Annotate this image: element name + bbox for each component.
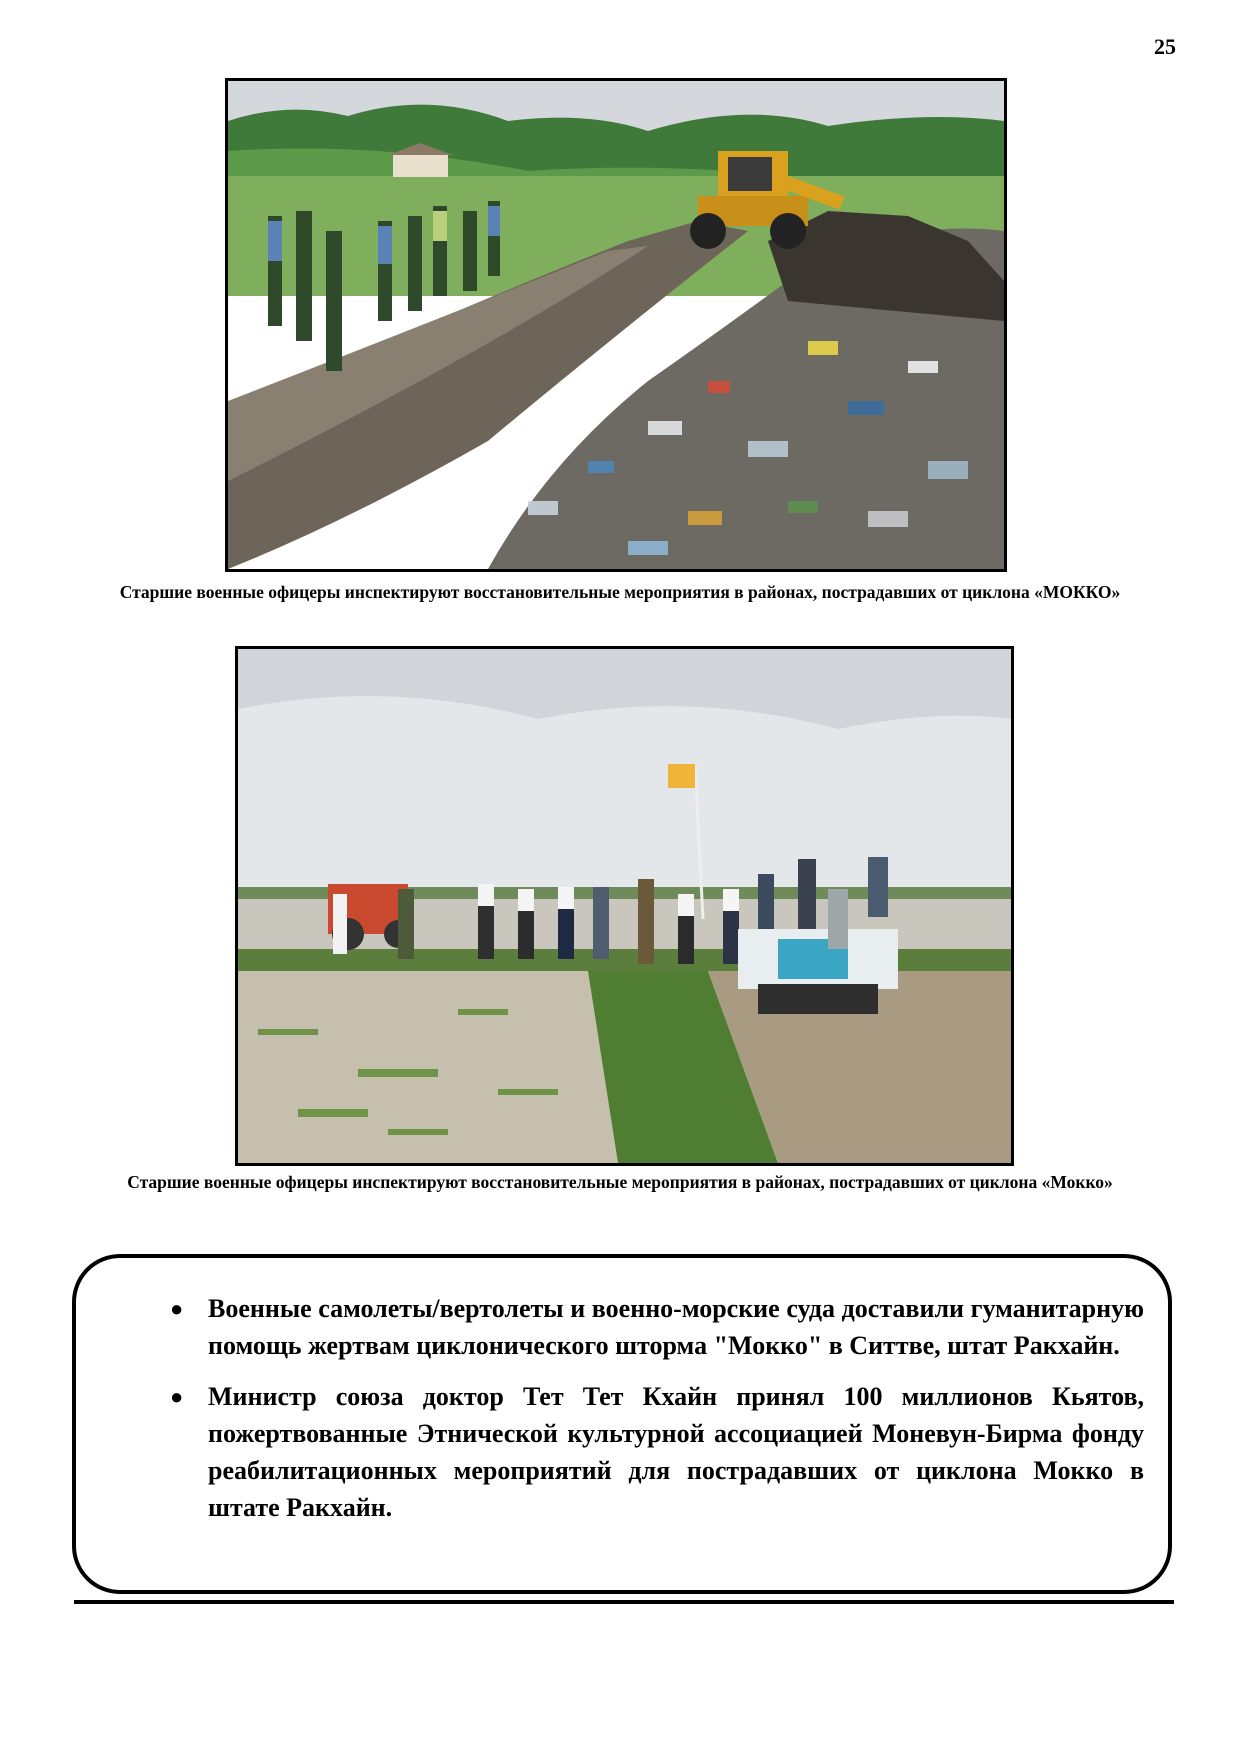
page-number: 25	[1154, 34, 1176, 59]
rice-planting-image	[238, 649, 1011, 1163]
info-box	[72, 1254, 1172, 1594]
info-item-text: Министр союза доктор Тет Тет Кхайн принял 100 миллионов Кьятов, пожертвованные Этнической культурной ассоциацией Моневун-Бирма фонду реабилитационных мероприятий для пострадавших от циклона Мокко в штате Ракхайн.	[208, 1382, 1144, 1522]
info-list	[128, 1290, 1144, 1526]
debris-clearing-image	[228, 81, 1004, 569]
figure-caption-1: Старшие военные офицеры инспектируют восстановительные мероприятия в районах, пострадавших от циклона «МОККО»	[119, 582, 1121, 602]
photo-rice-planting	[235, 646, 1014, 1166]
info-item	[170, 1378, 1144, 1526]
bullet-icon: ●	[170, 1384, 184, 1409]
bottom-divider	[74, 1600, 1174, 1604]
figure-caption-2: Старшие военные офицеры инспектируют восстановительные мероприятия в районах, пострадавших от циклона «Мокко»	[127, 1172, 1113, 1192]
bullet-icon: ●	[170, 1296, 184, 1321]
info-item	[170, 1290, 1144, 1364]
photo-debris-clearing	[225, 78, 1007, 572]
info-item-text: Военные самолеты/вертолеты и военно-морские суда доставили гуманитарную помощь жертвам циклонического шторма "Мокко" в Ситтве, штат Ракхайн.	[208, 1294, 1144, 1360]
